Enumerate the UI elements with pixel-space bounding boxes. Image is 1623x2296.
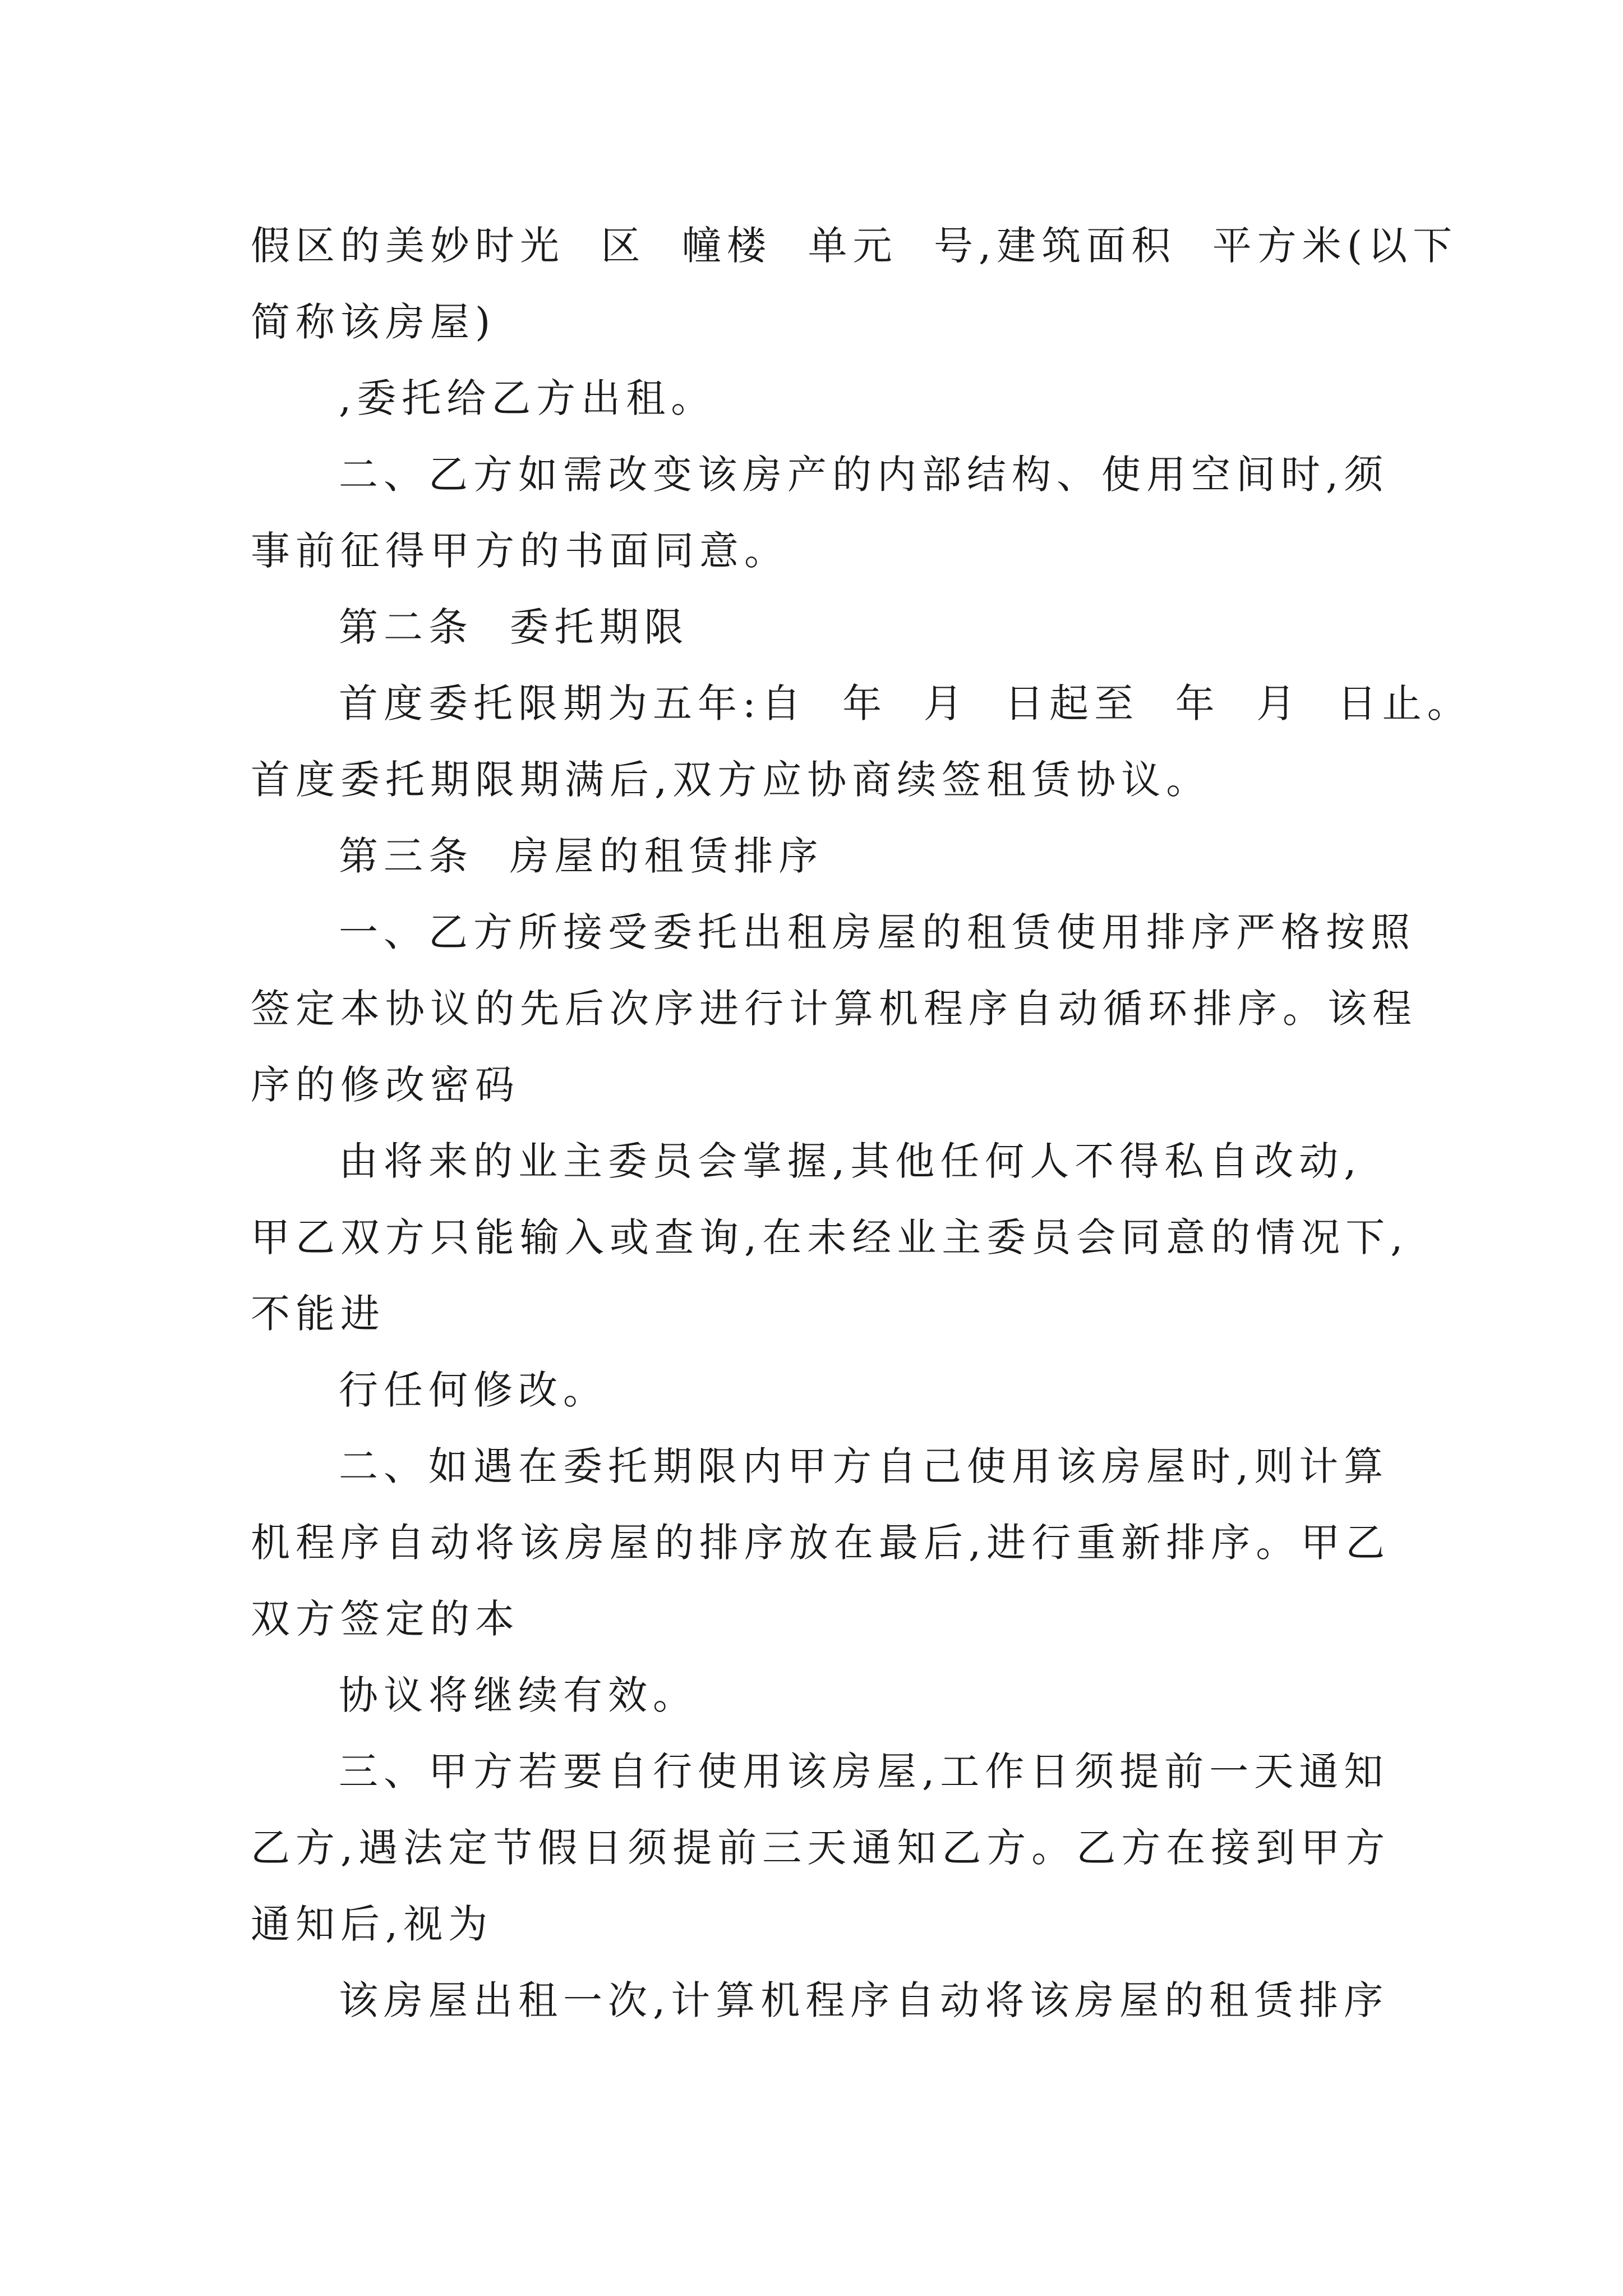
text-line: 双方签定的本: [251, 1596, 520, 1642]
text-line: 协议将继续有效。: [339, 1672, 698, 1718]
text-line: 假区的美妙时光 区 幢楼 单元 号,建筑面积 平方米(以下: [251, 223, 1458, 269]
text-line: 通知后,视为: [251, 1901, 494, 1947]
section-heading: 第二条 委托期限: [339, 604, 689, 650]
text-line: 事前征得甲方的书面同意。: [251, 528, 789, 574]
text-line: 行任何修改。: [339, 1367, 608, 1413]
text-line: 该房屋出租一次,计算机程序自动将该房屋的租赁排序: [339, 1977, 1389, 2023]
section-heading: 第三条 房屋的租赁排序: [339, 833, 824, 879]
text-line: 二、如遇在委托期限内甲方自己使用该房屋时,则计算: [339, 1443, 1389, 1489]
text-line: 简称该房屋): [251, 299, 496, 345]
text-line: 乙方,遇法定节假日须提前三天通知乙方。乙方在接到甲方: [251, 1825, 1391, 1871]
text-line: 首度委托限期为五年:自 年 月 日起至 年 月 日止。: [339, 680, 1472, 726]
text-line: 三、甲方若要自行使用该房屋,工作日须提前一天通知: [339, 1749, 1389, 1795]
text-line: 首度委托期限期满后,双方应协商续签租赁协议。: [251, 757, 1211, 803]
text-line: 不能进: [251, 1291, 385, 1337]
text-line: 甲乙双方只能输入或查询,在未经业主委员会同意的情况下,: [251, 1214, 1409, 1260]
text-line: 一、乙方所接受委托出租房屋的租赁使用排序严格按照: [339, 909, 1415, 955]
text-line: 序的修改密码: [251, 1062, 520, 1108]
text-line: 机程序自动将该房屋的排序放在最后,进行重新排序。甲乙: [251, 1520, 1391, 1566]
text-line: 由将来的业主委员会掌握,其他任何人不得私自改动,: [339, 1138, 1362, 1184]
text-line: ,委托给乙方出租。: [339, 375, 716, 421]
document-body: [251, 208, 1472, 2039]
text-line: 签定本协议的先后次序进行计算机程序自动循环排序。该程: [251, 986, 1417, 1032]
text-line: 二、乙方如需改变该房产的内部结构、使用空间时,须: [339, 452, 1389, 498]
